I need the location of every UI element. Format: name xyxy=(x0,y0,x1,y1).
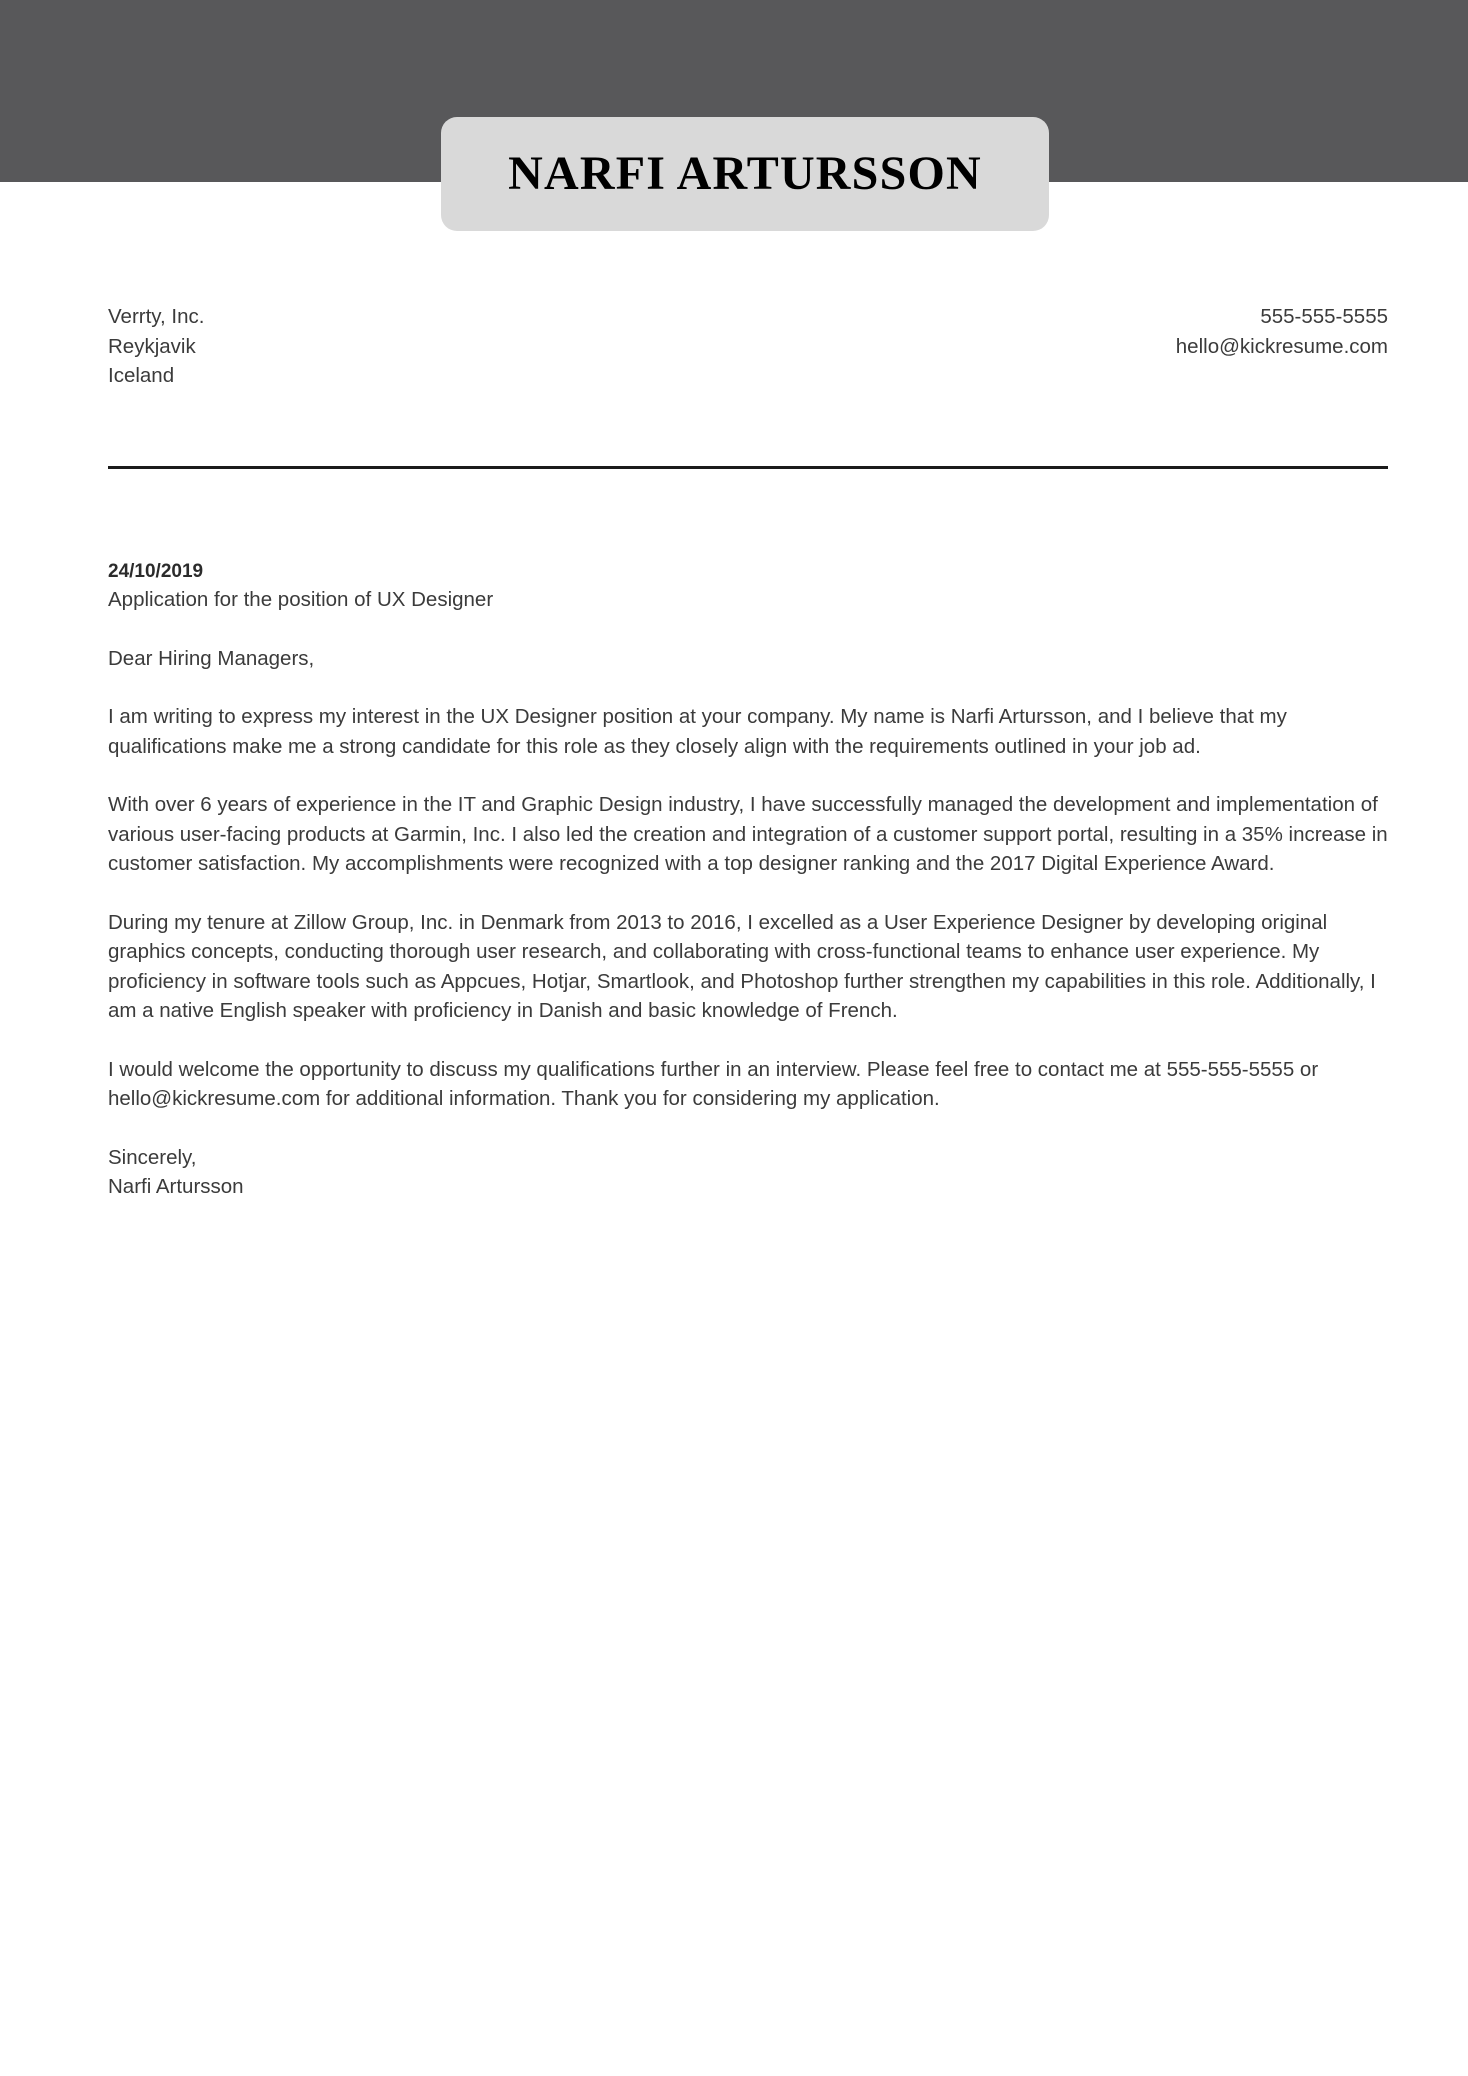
letter-body xyxy=(108,558,1388,1202)
recipient-country: Iceland xyxy=(108,364,175,387)
candidate-name: NARFI ARTURSSON xyxy=(508,147,982,200)
sender-phone: 555-555-5555 xyxy=(1260,305,1388,328)
sender-email: hello@kickresume.com xyxy=(1175,334,1388,358)
name-badge xyxy=(441,117,1049,231)
letter-signature-name: Narfi Artursson xyxy=(108,1175,244,1198)
contact-row xyxy=(108,302,1388,391)
letter-closing xyxy=(108,1143,1388,1202)
header-divider xyxy=(108,466,1388,469)
recipient-city: Reykjavik xyxy=(108,334,196,358)
recipient-address-block xyxy=(108,302,204,391)
recipient-company: Verrty, Inc. xyxy=(108,305,205,328)
letter-paragraph-4: I would welcome the opportunity to discuss my qualifications further in an interview. Please feel free to contact me at 555-555-5555 or hello@kickresume.com for additional information. Thank you for considering my application. xyxy=(108,1057,1319,1110)
letter-subject: Application for the position of UX Designer xyxy=(108,588,494,611)
letter-paragraph-3: During my tenure at Zillow Group, Inc. in Denmark from 2013 to 2016, I excelled as a User Experience Designer by developing original graphics concepts, conducting thorough user research, and collaborating with cross-functional teams to enhance user experience. My proficiency in software tools such as Appcues, Hotjar, Smartlook, and Photoshop further strengthen my capabilities in this role. Additionally, I am a native English speaker with proficiency in Danish and basic knowledge of French. xyxy=(108,910,1376,1022)
letter-salutation: Dear Hiring Managers, xyxy=(108,646,315,670)
letter-paragraph-1: I am writing to express my interest in the UX Designer position at your company. My name is Narfi Artursson, and I believe that my qualifications make me a strong candidate for this role as they closely align with the requirements outlined in your job ad. xyxy=(108,705,1287,758)
letter-sign-off: Sincerely, xyxy=(108,1145,197,1169)
letter-date: 24/10/2019 xyxy=(108,561,204,582)
sender-contact-block xyxy=(1176,302,1388,361)
letter-paragraph-2: With over 6 years of experience in the IT and Graphic Design industry, I have successfully managed the development and implementation of various user-facing products at Garmin, Inc. I also led the creation and integration of a customer support portal, resulting in a 35% increase in customer satisfaction. My accomplishments were recognized with a top designer ranking and the 2017 Digital Experience Award. xyxy=(108,793,1388,875)
